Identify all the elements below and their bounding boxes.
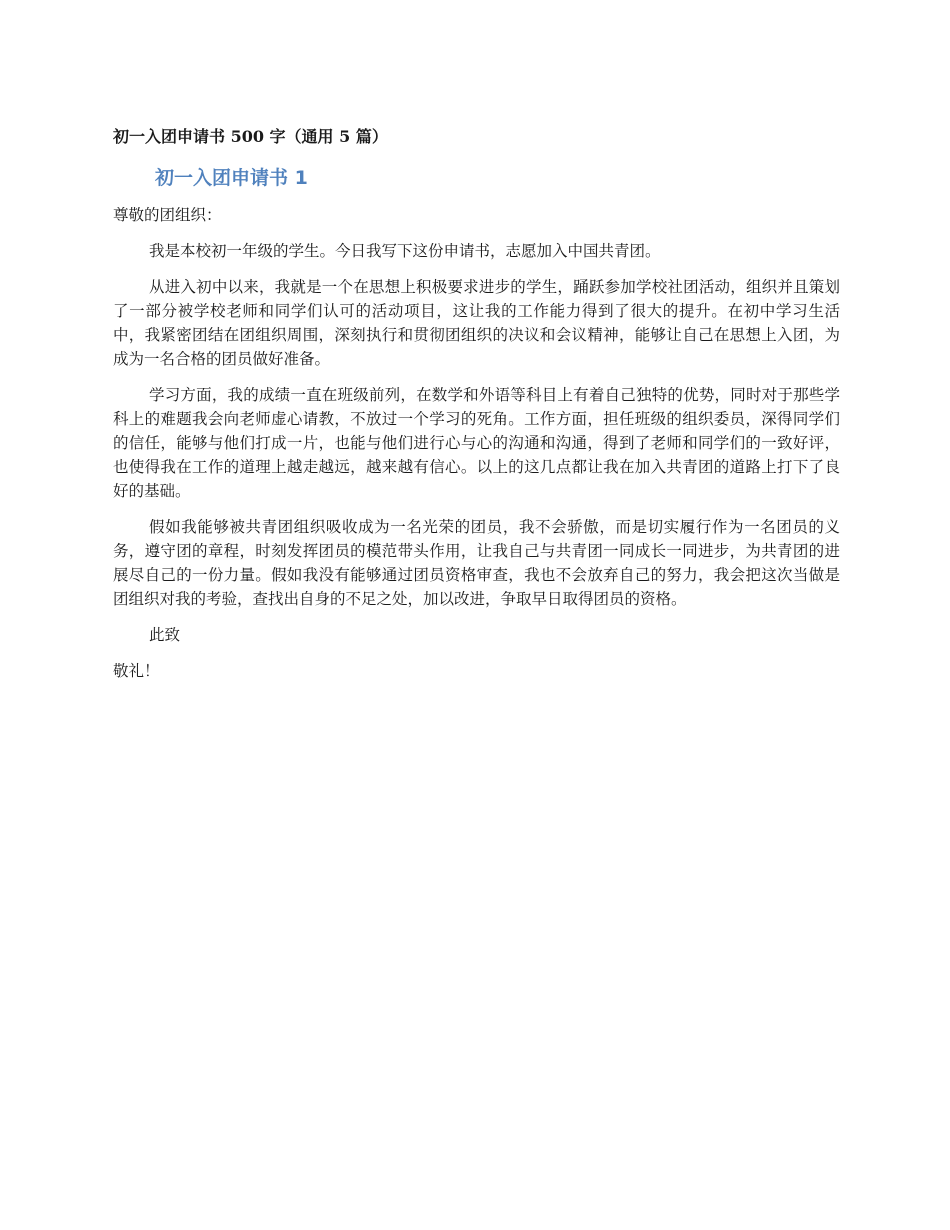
document-title: 初一入团申请书 500 字（通用 5 篇）	[113, 127, 388, 146]
body-paragraph: 学习方面，我的成绩一直在班级前列，在数学和外语等科目上有着自己独特的优势，同时对于那些学科上的难题我会向老师虚心请教，不放过一个学习的死角。工作方面，担任班级的组织委员，深得同学们的信任，能够与他们打成一片，也能与他们进行心与心的沟通和沟通，得到了老师和同学们的一致好评，也使得我在工作的道理上越走越远，越来越有信心。以上的这几点都让我在加入共青团的道路上打下了良好的基础。	[113, 386, 840, 500]
regards: 敬礼！	[113, 662, 160, 680]
body-paragraph: 从进入初中以来，我就是一个在思想上积极要求进步的学生，踊跃参加学校社团活动，组织并且策划了一部分被学校老师和同学们认可的活动项目，这让我的工作能力得到了很大的提升。在初中学习生活中，我紧密团结在团组织周围，深刻执行和贯彻团组织的决议和会议精神，能够让自己在思想上入团，为成为一名合格的团员做好准备。	[113, 278, 840, 368]
body-paragraph: 假如我能够被共青团组织吸收成为一名光荣的团员，我不会骄傲，而是切实履行作为一名团员的义务，遵守团的章程，时刻发挥团员的模范带头作用，让我自己与共青团一同成长一同进步，为共青团的进展尽自己的一份力量。假如我没有能够通过团员资格审查，我也不会放弃自己的努力，我会把这次当做是团组织对我的考验，查找出自身的不足之处，加以改进，争取早日取得团员的资格。	[113, 518, 840, 608]
document-body	[113, 203, 840, 695]
section-heading: 初一入团申请书 1	[155, 167, 308, 189]
closing: 此致	[149, 626, 181, 644]
salutation: 尊敬的团组织：	[113, 206, 222, 224]
body-paragraph: 我是本校初一年级的学生。今日我写下这份申请书，志愿加入中国共青团。	[149, 242, 661, 260]
